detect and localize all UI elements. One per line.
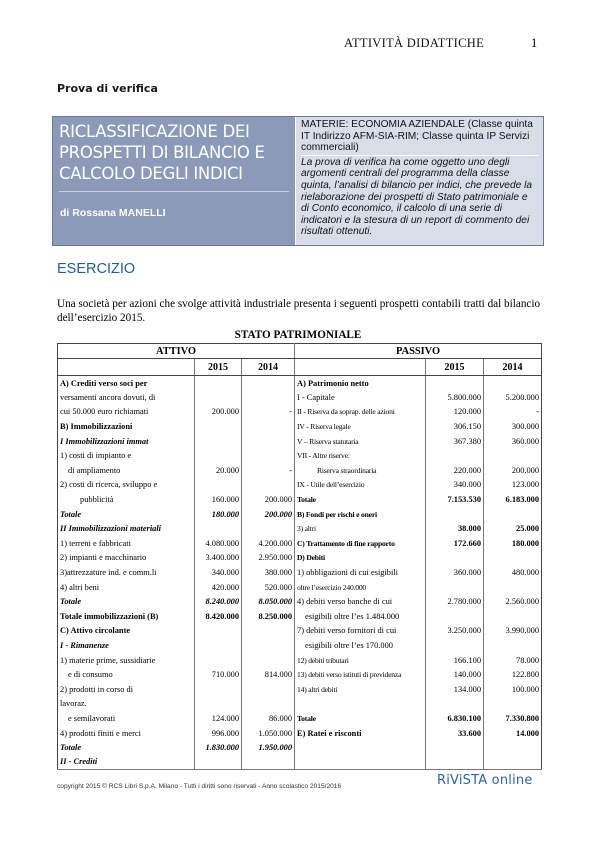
passivo-item-label: IX - Utile dell’esercizio <box>295 478 426 493</box>
attivo-value-2015 <box>195 376 242 391</box>
passivo-value-2015: 306.150 <box>426 419 484 434</box>
passivo-value-2015: 172.660 <box>426 536 484 551</box>
attivo-item-label: 1) materie prime, sussidiarie <box>58 653 195 668</box>
document-subtitle: Prova di verifica <box>57 82 158 95</box>
passivo-value-2014: 123.000 <box>484 478 542 493</box>
passivo-value-2015: 360.000 <box>426 565 484 580</box>
table-row <box>58 653 542 668</box>
passivo-value-2014: 122.800 <box>484 667 542 682</box>
passivo-value-2015 <box>426 507 484 522</box>
passivo-value-2015: 5.800.000 <box>426 390 484 405</box>
passivo-value-2014 <box>484 507 542 522</box>
passivo-value-2014: 5.200.000 <box>484 390 542 405</box>
attivo-value-2015: 180.000 <box>195 507 242 522</box>
attivo-value-2015 <box>195 638 242 653</box>
passivo-item-label: 7) debiti verso fornitori di cui <box>295 624 426 639</box>
passivo-item-label: 1) obbligazioni di cui esigibili <box>295 565 426 580</box>
table-row <box>58 507 542 522</box>
attivo-value-2014: 8.050.000 <box>242 594 295 609</box>
banner-subjects: MATERIE: ECONOMIA AZIENDALE (Classe quinta IT Indirizzo AFM-SIA-RIM; Classe quinta IP Servizi commerciali) <box>301 119 538 156</box>
attivo-item-label: 2) impianti e macchinario <box>58 551 195 566</box>
table-row <box>58 536 542 551</box>
passivo-value-2014: 360.000 <box>484 434 542 449</box>
attivo-value-2014 <box>242 653 295 668</box>
passivo-value-2014: 180.000 <box>484 536 542 551</box>
table-row <box>58 740 542 755</box>
table-row <box>58 711 542 726</box>
attivo-value-2014 <box>242 682 295 697</box>
passivo-item-label: I - Capitale <box>295 390 426 405</box>
passivo-value-2015: 166.100 <box>426 653 484 668</box>
attivo-value-2014: 4.200.000 <box>242 536 295 551</box>
attivo-value-2015 <box>195 653 242 668</box>
banner-author: di Rossana MANELLI <box>60 207 166 219</box>
passivo-value-2014 <box>484 551 542 566</box>
attivo-value-2014: 1.050.000 <box>242 726 295 741</box>
table-row <box>58 419 542 434</box>
banner-divider <box>59 191 289 192</box>
passivo-value-2015: 7.153.530 <box>426 492 484 507</box>
attivo-value-2015: 996.000 <box>195 726 242 741</box>
table-row <box>58 521 542 536</box>
attivo-value-2014 <box>242 624 295 639</box>
title-banner <box>52 116 544 246</box>
attivo-value-2014 <box>242 390 295 405</box>
attivo-value-2015: 1.830.000 <box>195 740 242 755</box>
attivo-item-label: lavoraz. <box>58 697 195 712</box>
attivo-value-2014: - <box>242 405 295 420</box>
table-row <box>58 594 542 609</box>
passivo-item-label: 3) altri <box>295 521 426 536</box>
attivo-item-label: C) Attivo circolante <box>58 624 195 639</box>
attivo-value-2015 <box>195 697 242 712</box>
attivo-year-2015: 2015 <box>195 359 242 376</box>
passivo-item-label: esigibili oltre l’es 1.484.000 <box>295 609 426 624</box>
attivo-item-label: Totale <box>58 740 195 755</box>
passivo-value-2015: 38.000 <box>426 521 484 536</box>
attivo-value-2015: 340.000 <box>195 565 242 580</box>
passivo-value-2014: 25.000 <box>484 521 542 536</box>
passivo-value-2014 <box>484 638 542 653</box>
attivo-year-2014: 2014 <box>242 359 295 376</box>
passivo-item-label: 12) debiti tributari <box>295 653 426 668</box>
attivo-item-label: Totale <box>58 594 195 609</box>
passivo-item-label: B) Fondi per rischi e oneri <box>295 507 426 522</box>
passivo-value-2015 <box>426 376 484 391</box>
attivo-value-2014: 8.250.000 <box>242 609 295 624</box>
passivo-value-2015: 120.000 <box>426 405 484 420</box>
table-row <box>58 667 542 682</box>
attivo-value-2014: 520.000 <box>242 580 295 595</box>
attivo-item-label: Totale immobilizzazioni (B) <box>58 609 195 624</box>
passivo-value-2014 <box>484 580 542 595</box>
attivo-item-label: 1) terreni e fabbricati <box>58 536 195 551</box>
attivo-value-2014: 86.000 <box>242 711 295 726</box>
passivo-value-2015 <box>426 638 484 653</box>
attivo-item-label: II - Crediti <box>58 755 195 770</box>
passivo-item-label: 4) debiti verso banche di cui <box>295 594 426 609</box>
passivo-value-2014 <box>484 697 542 712</box>
attivo-value-2014 <box>242 376 295 391</box>
balance-sheet-table <box>57 343 542 770</box>
passivo-value-2015: 134.000 <box>426 682 484 697</box>
brand-logo: RiViSTA online <box>437 773 533 788</box>
passivo-value-2015: 367.380 <box>426 434 484 449</box>
passivo-value-2014: 2.560.000 <box>484 594 542 609</box>
attivo-item-label: 2) prodotti in corso di <box>58 682 195 697</box>
table-section-header <box>58 344 542 359</box>
passivo-value-2015: 33.600 <box>426 726 484 741</box>
passivo-value-2014: - <box>484 405 542 420</box>
passivo-value-2014: 100.000 <box>484 682 542 697</box>
table-row <box>58 448 542 463</box>
attivo-value-2014: 380.000 <box>242 565 295 580</box>
passivo-value-2014: 6.183.000 <box>484 492 542 507</box>
table-row <box>58 390 542 405</box>
banner-title-panel <box>53 117 296 245</box>
banner-info-panel <box>296 117 543 245</box>
passivo-value-2015 <box>426 580 484 595</box>
passivo-item-label: Totale <box>295 492 426 507</box>
passivo-value-2014 <box>484 755 542 770</box>
page-number: 1 <box>531 36 538 50</box>
attivo-item-label: e di consumo <box>58 667 195 682</box>
attivo-item-label: 2) costi di ricerca, sviluppo e <box>58 478 195 493</box>
attivo-item-label: cui 50.000 euro richiamati <box>58 405 195 420</box>
passivo-item-label: E) Ratei e risconti <box>295 726 426 741</box>
passivo-item-label: Riserva straordinaria <box>295 463 426 478</box>
attivo-value-2014: 814.000 <box>242 667 295 682</box>
banner-description: La prova di verifica ha come oggetto uno degli argomenti centrali del programma della classe quinta, l’analisi di bilancio per indici, che prevede la rielaborazione dei prospetti di Stato patrimoniale e di Conto economico, il calcolo di una serie di indicatori e la stesura di un report di commento dei risultati ottenuti. <box>301 156 533 238</box>
attivo-item-label: versamenti ancora dovuti, di <box>58 390 195 405</box>
table-row <box>58 565 542 580</box>
passivo-item-label: oltre l’esercizio 240.000 <box>295 580 426 595</box>
table-row <box>58 697 542 712</box>
passivo-value-2015 <box>426 448 484 463</box>
attivo-item-label: II Immobilizzazioni materiali <box>58 521 195 536</box>
passivo-value-2015 <box>426 697 484 712</box>
passivo-value-2015 <box>426 609 484 624</box>
attivo-value-2015 <box>195 521 242 536</box>
table-year-header <box>58 359 542 376</box>
exercise-heading: ESERCIZIO <box>57 261 136 277</box>
attivo-value-2015 <box>195 390 242 405</box>
passivo-item-label: 13) debiti verso istituti di previdenza <box>295 667 426 682</box>
passivo-item-label: C) Trattamento di fine rapporto <box>295 536 426 551</box>
table-row <box>58 492 542 507</box>
passivo-value-2015: 340.000 <box>426 478 484 493</box>
passivo-item-label: Totale <box>295 711 426 726</box>
passivo-item-label: IV - Riserva legale <box>295 419 426 434</box>
attivo-value-2015 <box>195 448 242 463</box>
passivo-item-label: II - Riserva da soprap. delle azioni <box>295 405 426 420</box>
passivo-value-2014: 480.000 <box>484 565 542 580</box>
attivo-value-2015: 420.000 <box>195 580 242 595</box>
attivo-value-2014: - <box>242 463 295 478</box>
passivo-value-2014 <box>484 740 542 755</box>
attivo-item-label: A) Crediti verso soci per <box>58 376 195 391</box>
attivo-value-2015: 710.000 <box>195 667 242 682</box>
passivo-value-2015 <box>426 755 484 770</box>
passivo-value-2015 <box>426 551 484 566</box>
table-title: STATO PATRIMONIALE <box>234 329 362 341</box>
passivo-value-2014: 14.000 <box>484 726 542 741</box>
passivo-item-label: 14) altri debiti <box>295 682 426 697</box>
attivo-value-2015: 124.000 <box>195 711 242 726</box>
passivo-value-2015: 2.780.000 <box>426 594 484 609</box>
attivo-value-2015: 8.240.000 <box>195 594 242 609</box>
attivo-value-2015: 160.000 <box>195 492 242 507</box>
attivo-value-2014 <box>242 521 295 536</box>
passivo-item-label: A) Patrimonio netto <box>295 376 426 391</box>
attivo-value-2015 <box>195 755 242 770</box>
attivo-value-2014 <box>242 638 295 653</box>
table-row <box>58 478 542 493</box>
passivo-value-2014: 300.000 <box>484 419 542 434</box>
passivo-header: PASSIVO <box>295 344 542 359</box>
table-row <box>58 434 542 449</box>
passivo-value-2014 <box>484 376 542 391</box>
passivo-value-2015: 6.830.100 <box>426 711 484 726</box>
attivo-value-2015: 20.000 <box>195 463 242 478</box>
passivo-value-2015: 220.000 <box>426 463 484 478</box>
table-row <box>58 682 542 697</box>
attivo-value-2015 <box>195 624 242 639</box>
attivo-value-2015: 4.080.000 <box>195 536 242 551</box>
passivo-year-2015: 2015 <box>426 359 484 376</box>
table-row <box>58 551 542 566</box>
attivo-value-2015 <box>195 434 242 449</box>
exercise-intro: Una società per azioni che svolge attività industriale presenta i seguenti prospetti contabili tratti dal bilancio dell’esercizio 2015. <box>57 298 541 324</box>
passivo-item-label <box>295 755 426 770</box>
passivo-value-2014 <box>484 609 542 624</box>
attivo-value-2014 <box>242 697 295 712</box>
table-row <box>58 405 542 420</box>
attivo-item-label: e semilavorati <box>58 711 195 726</box>
passivo-value-2015 <box>426 740 484 755</box>
passivo-value-2014: 3.990.000 <box>484 624 542 639</box>
attivo-item-label: di ampliamento <box>58 463 195 478</box>
table-row <box>58 624 542 639</box>
passivo-item-label: D) Debiti <box>295 551 426 566</box>
attivo-item-label: I Immobilizzazioni immat <box>58 434 195 449</box>
table-row <box>58 755 542 770</box>
passivo-value-2014 <box>484 448 542 463</box>
copyright-footer: copyright 2015 © RCS Libri S.p.A. Milano - Tutti i diritti sono riservati - Anno scolastico 2015/2016 <box>57 783 342 790</box>
running-header: ATTIVITÀ DIDATTICHE <box>344 36 485 50</box>
attivo-item-label: B) Immobilizzazioni <box>58 419 195 434</box>
attivo-item-label: pubblicità <box>58 492 195 507</box>
table-row <box>58 726 542 741</box>
passivo-value-2014: 7.330.800 <box>484 711 542 726</box>
passivo-year-2014: 2014 <box>484 359 542 376</box>
table-row <box>58 376 542 391</box>
table-row <box>58 463 542 478</box>
attivo-value-2014: 200.000 <box>242 492 295 507</box>
attivo-value-2015 <box>195 478 242 493</box>
attivo-value-2014 <box>242 755 295 770</box>
attivo-value-2014: 200.000 <box>242 507 295 522</box>
passivo-item-label: VII - Altre riserve: <box>295 448 426 463</box>
passivo-item-label <box>295 740 426 755</box>
attivo-value-2014: 2.950.000 <box>242 551 295 566</box>
table-row <box>58 638 542 653</box>
table-row <box>58 609 542 624</box>
attivo-item-label: 1) costi di impianto e <box>58 448 195 463</box>
attivo-item-label: 3)attrezzature ind. e comm.li <box>58 565 195 580</box>
banner-title: RICLASSIFICAZIONE DEI PROSPETTI DI BILANCIO E CALCOLO DEGLI INDICI <box>59 122 265 183</box>
attivo-value-2014 <box>242 478 295 493</box>
passivo-value-2015: 3.250.000 <box>426 624 484 639</box>
passivo-value-2014: 200.000 <box>484 463 542 478</box>
attivo-item-label: 4) prodotti finiti e merci <box>58 726 195 741</box>
passivo-value-2014: 78.000 <box>484 653 542 668</box>
attivo-item-label: Totale <box>58 507 195 522</box>
passivo-item-label: esigibili oltre l’es 170.000 <box>295 638 426 653</box>
passivo-value-2015: 140.000 <box>426 667 484 682</box>
attivo-value-2015: 200.000 <box>195 405 242 420</box>
passivo-item-label: V – Riserva statutaria <box>295 434 426 449</box>
attivo-value-2014: 1.950.000 <box>242 740 295 755</box>
attivo-value-2014 <box>242 419 295 434</box>
attivo-value-2015: 3.400.000 <box>195 551 242 566</box>
attivo-value-2015 <box>195 419 242 434</box>
attivo-item-label: I - Rimanenze <box>58 638 195 653</box>
attivo-value-2015: 8.420.000 <box>195 609 242 624</box>
passivo-item-label <box>295 697 426 712</box>
attivo-header: ATTIVO <box>58 344 295 359</box>
attivo-value-2014 <box>242 434 295 449</box>
attivo-item-label: 4) altri beni <box>58 580 195 595</box>
attivo-value-2015 <box>195 682 242 697</box>
table-row <box>58 580 542 595</box>
attivo-value-2014 <box>242 448 295 463</box>
